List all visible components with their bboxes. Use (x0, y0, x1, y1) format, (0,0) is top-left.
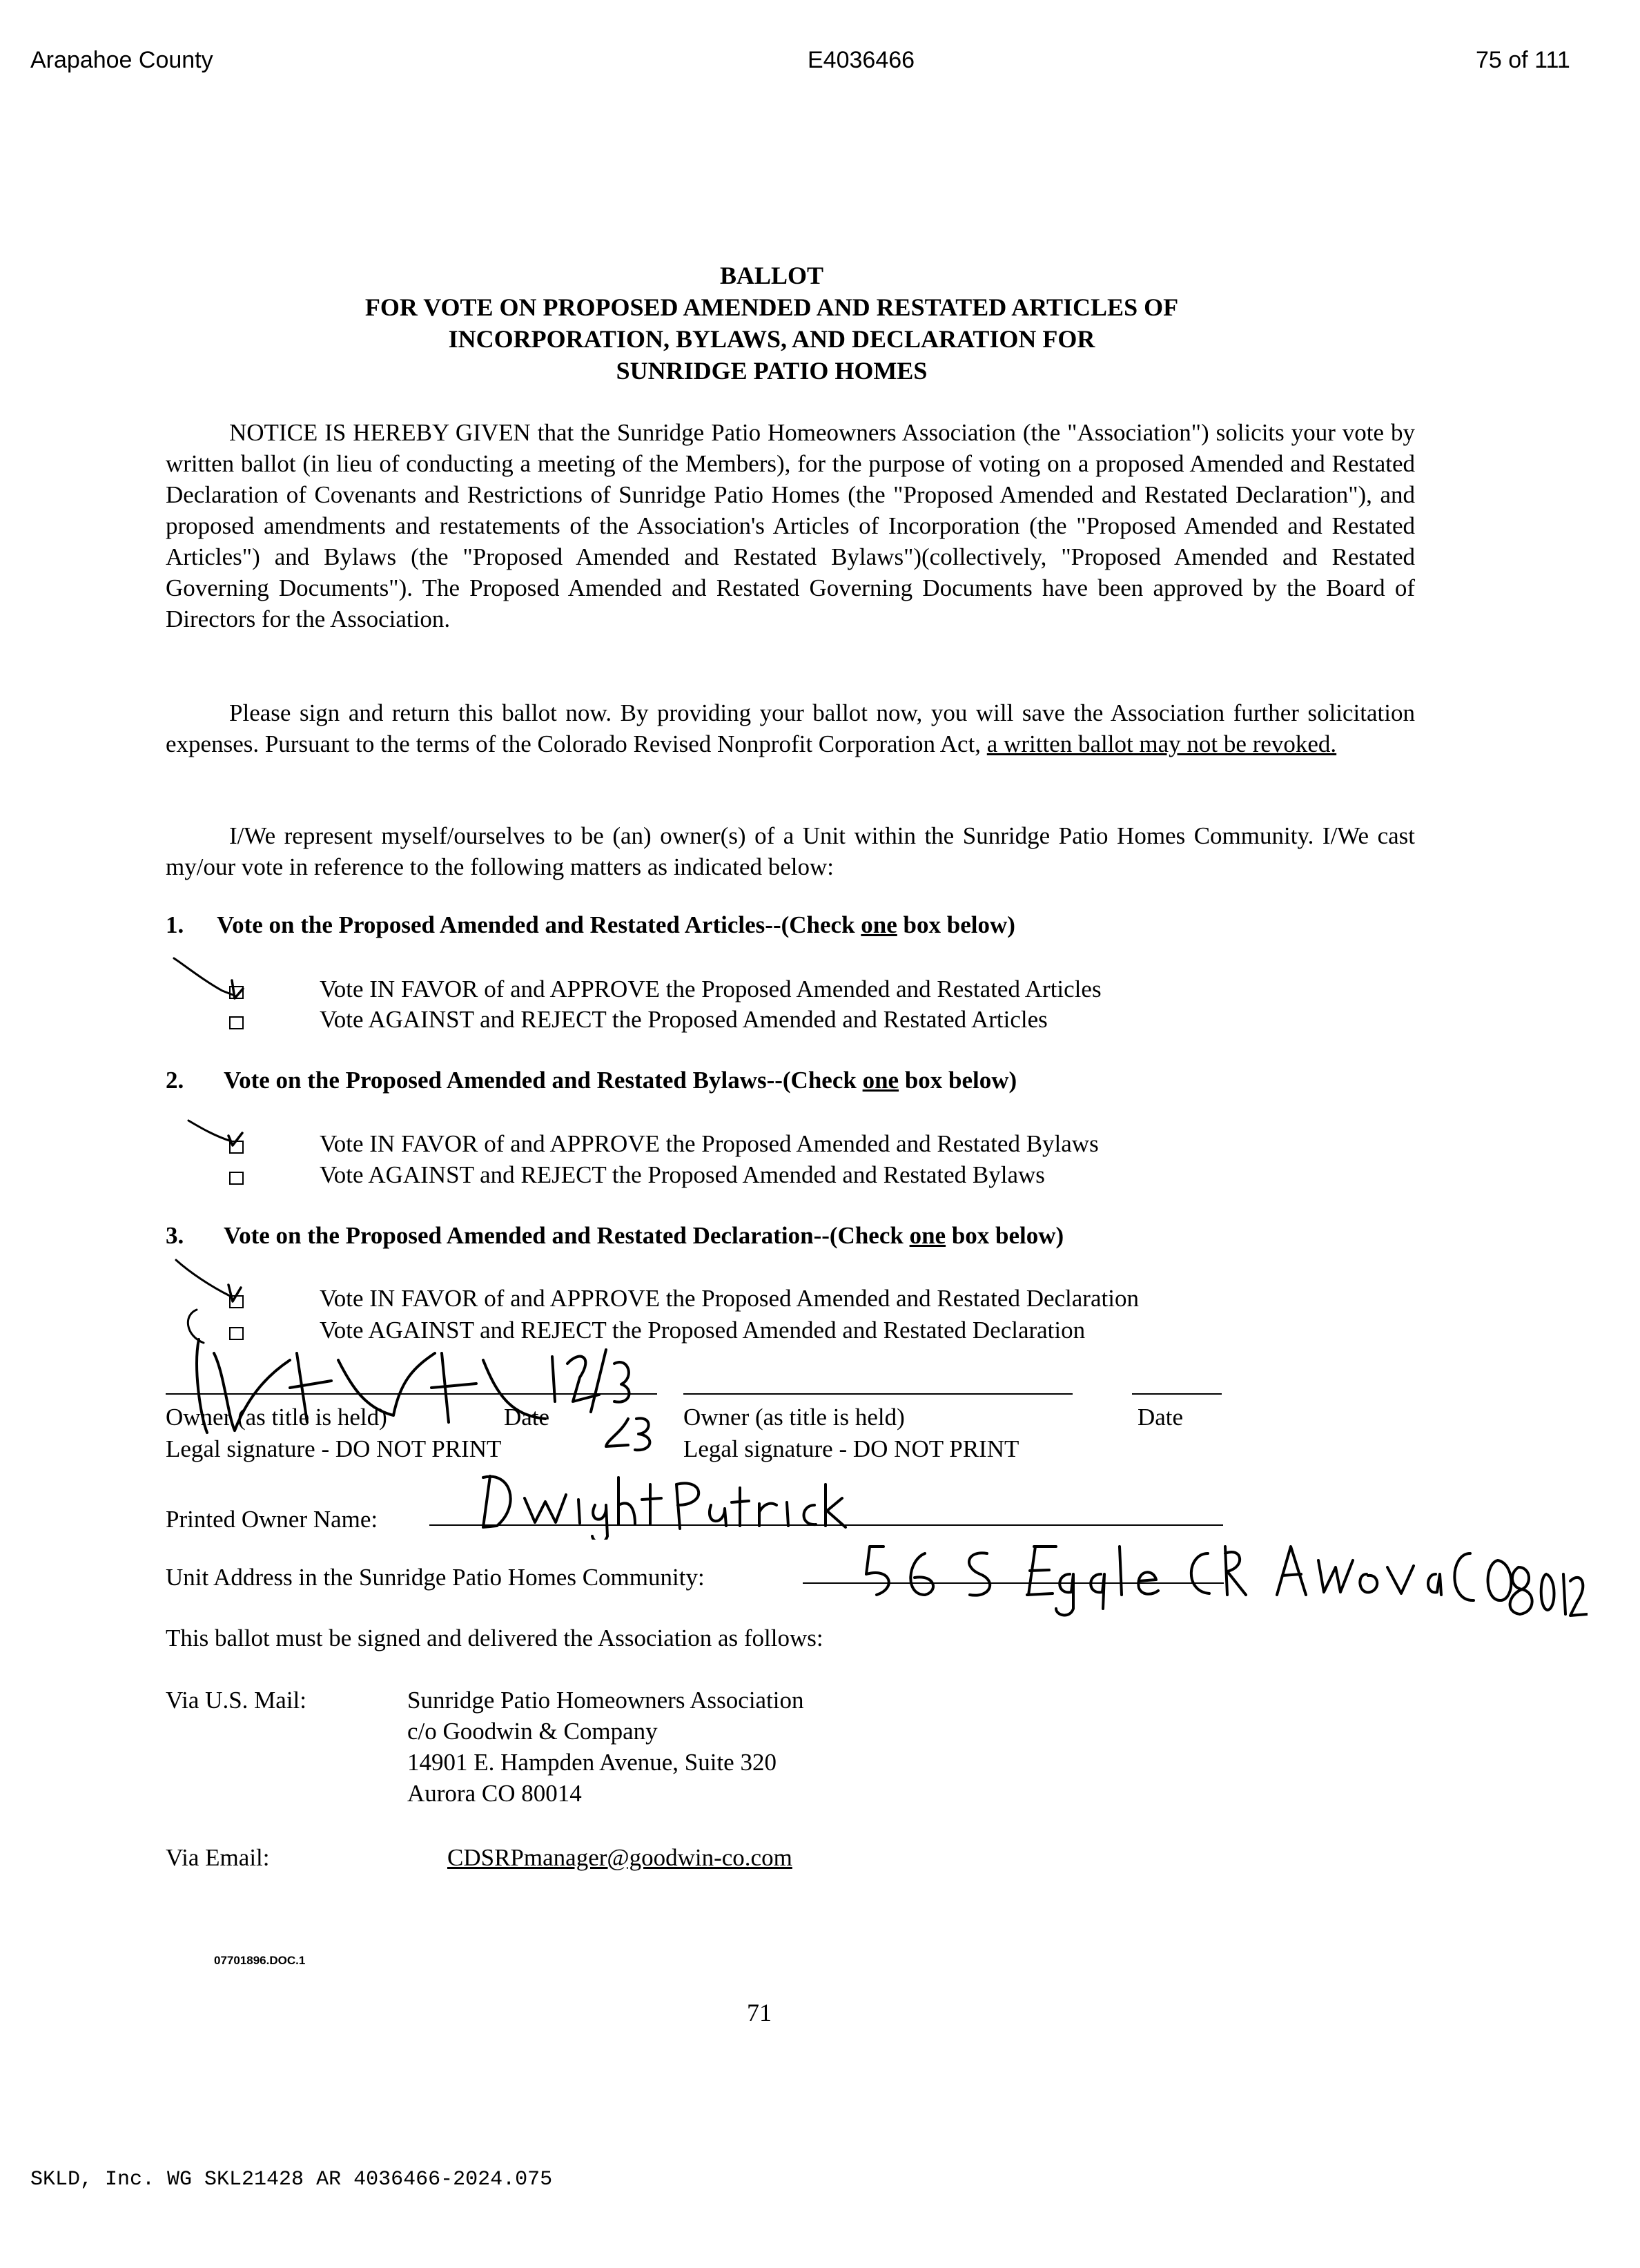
vote-3-against-label: Vote AGAINST and REJECT the Proposed Amended and Restated Declaration (320, 1317, 1086, 1344)
printed-owner-name-handwriting (469, 1457, 856, 1540)
instruction-paragraph (166, 697, 1415, 759)
vote-1-against-label: Vote AGAINST and REJECT the Proposed Amended and Restated Articles (320, 1006, 1048, 1033)
date-label-1: Date (504, 1404, 550, 1431)
notice-paragraph: NOTICE IS HEREBY GIVEN that the Sunridge Patio Homeowners Association (the "Association") solicits your vote by written ballot (in lieu of conducting a meeting of the Members), for the purpose of voting on a proposed Amended and Restated Declaration of Covenants and Restrictions of Sunridge Patio Homes (the "Proposed Amended and Restated Declaration"), and proposed amendments and restatements of the Association's Articles of Incorporation (the "Proposed Amended and Restated Articles") and Bylaws (the "Proposed Amended and Restated Bylaws")(collectively, "Proposed Amended and Restated Governing Documents"). The Proposed Amended and Restated Governing Documents have been approved by the Board of Directors for the Association. (166, 419, 1415, 632)
vote-3-favor-label: Vote IN FAVOR of and APPROVE the Proposed Amended and Restated Declaration (320, 1285, 1139, 1312)
unit-address-label: Unit Address in the Sunridge Patio Homes Community: (166, 1564, 705, 1591)
document-id: E4036466 (808, 47, 915, 73)
printed-owner-name-label: Printed Owner Name: (166, 1506, 378, 1533)
date-label-2: Date (1138, 1404, 1184, 1431)
ballot-subtitle-1: FOR VOTE ON PROPOSED AMENDED AND RESTATED ARTICLES OF (364, 293, 1179, 321)
legal-signature-label-2: Legal signature - DO NOT PRINT (683, 1435, 1019, 1462)
vote-1-heading: 1. Vote on the Proposed Amended and Restated Articles--(Check one box below) (166, 911, 1015, 938)
recording-footer: SKLD, Inc. WG SKL21428 AR 4036466-2024.075 (30, 2168, 553, 2191)
mail-address-line-1: Sunridge Patio Homeowners Association (407, 1687, 804, 1714)
owner-signature-line-2 (683, 1393, 1073, 1395)
vote-1-favor-label: Vote IN FAVOR of and APPROVE the Proposed Amended and Restated Articles (320, 976, 1102, 1002)
ballot-subtitle-3: SUNRIDGE PATIO HOMES (616, 357, 928, 385)
mail-address-line-3: 14901 E. Hampden Avenue, Suite 320 (407, 1749, 777, 1776)
ballot-subtitle-2: INCORPORATION, BYLAWS, AND DECLARATION FOR (448, 325, 1095, 353)
unit-zip-handwriting (1505, 1547, 1588, 1629)
email-link[interactable]: CDSRPmanager@goodwin-co.com (447, 1844, 792, 1871)
vote-2-against-checkbox[interactable] (229, 1172, 244, 1185)
mail-address-line-4: Aurora CO 80014 (407, 1780, 582, 1807)
handwritten-date (525, 1336, 663, 1453)
delivery-instructions: This ballot must be signed and delivered the Association as follows: (166, 1625, 823, 1651)
vote-2-number: 2. (166, 1067, 184, 1094)
document-code: 07701896.DOC.1 (214, 1954, 306, 1967)
owner-label-2: Owner (as title is held) (683, 1404, 905, 1431)
page-counter: 75 of 111 (1476, 47, 1570, 73)
mail-label: Via U.S. Mail: (166, 1687, 307, 1714)
instruction-text: Please sign and return this ballot now. By providing your ballot now, you will save the Association further solicitation expenses. Pursuant to the terms of the Colorado Revised Nonprofit Corporation Act, (166, 699, 1415, 757)
vote-1-against-checkbox[interactable] (229, 1016, 244, 1029)
mail-address-line-2: c/o Goodwin & Company (407, 1718, 658, 1745)
owner-label-1: Owner (as title is held) (166, 1404, 387, 1431)
vote-3-number: 3. (166, 1222, 184, 1249)
owner-representation: I/We represent myself/ourselves to be (an) owner(s) of a Unit within the Sunridge Patio Homes Community. I/We cast my/our vote in reference to the following matters as indicated below: (166, 822, 1415, 880)
revocation-notice: a written ballot may not be revoked. (986, 730, 1337, 757)
ballot-title: BALLOT (719, 262, 824, 289)
vote-1-checkmark (166, 953, 255, 1008)
unit-address-handwriting (849, 1526, 1532, 1629)
county-name: Arapahoe County (30, 47, 213, 73)
vote-2-heading: 2. Vote on the Proposed Amended and Restated Bylaws--(Check one box below) (166, 1067, 1017, 1094)
vote-2-against-label: Vote AGAINST and REJECT the Proposed Amended and Restated Bylaws (320, 1161, 1045, 1188)
page-number: 71 (747, 1999, 772, 2026)
vote-2-checkmark (183, 1115, 259, 1156)
legal-signature-label-1: Legal signature - DO NOT PRINT (166, 1435, 502, 1462)
email-label: Via Email: (166, 1844, 270, 1871)
vote-3-heading: 3. Vote on the Proposed Amended and Restated Declaration--(Check one box below) (166, 1222, 1064, 1249)
vote-1-number: 1. (166, 911, 184, 938)
date-line-2 (1132, 1393, 1222, 1395)
vote-2-favor-label: Vote IN FAVOR of and APPROVE the Proposed Amended and Restated Bylaws (320, 1130, 1099, 1157)
